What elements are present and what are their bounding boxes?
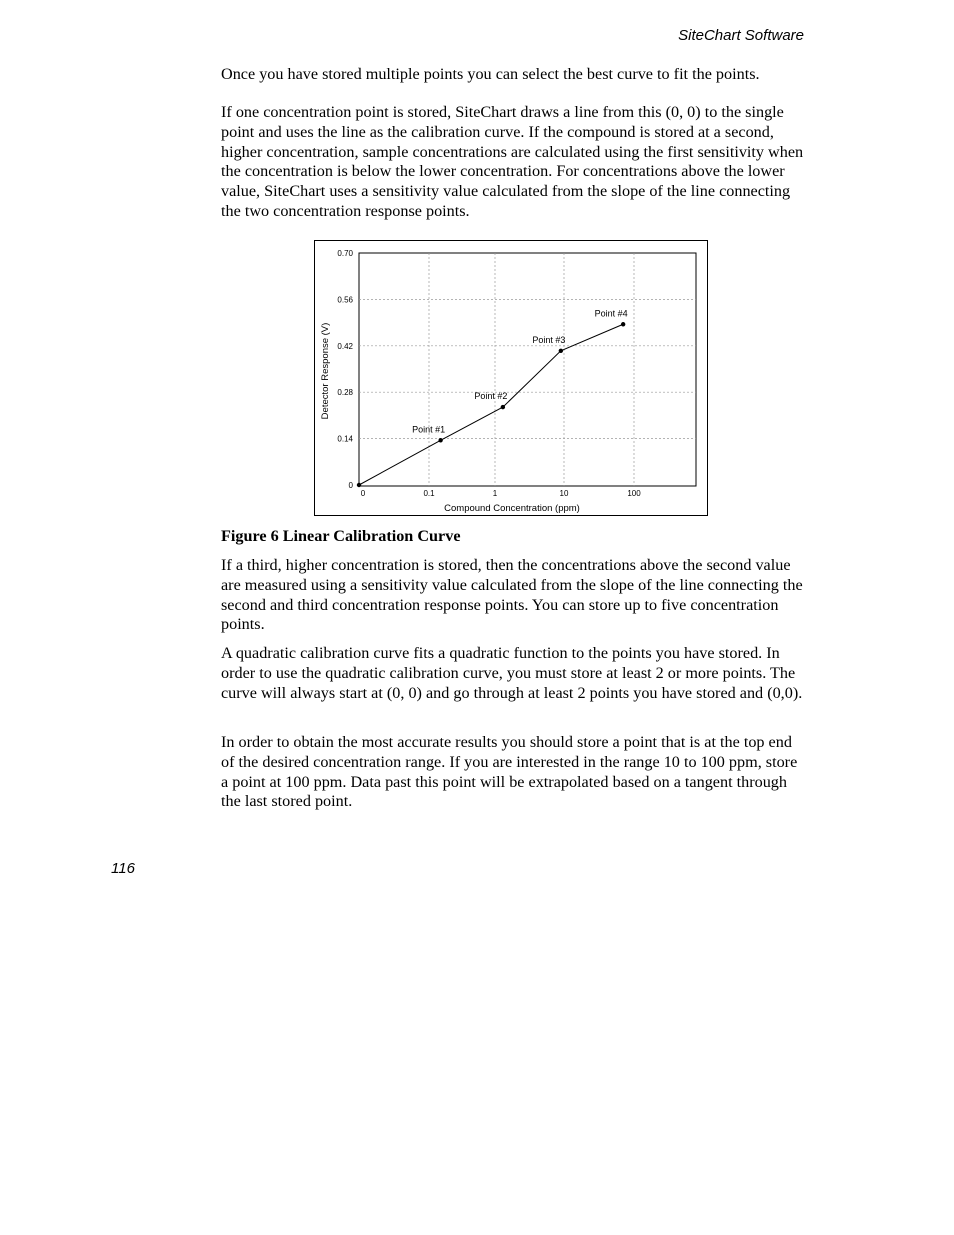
paragraph-accuracy: In order to obtain the most accurate results you should store a point that is at the top end of the desired concentration range. If you are interested in the range 10 to 100 ppm, store a point at 100 ppm. Data past this point will be extrapolated based on a tangent through the last stored point. xyxy=(221,733,798,811)
point-label: Point #2 xyxy=(474,391,508,402)
data-point xyxy=(621,322,625,326)
x-tick-label: 1 xyxy=(492,489,498,498)
y-tick-label: 0.56 xyxy=(337,295,353,305)
data-point xyxy=(559,349,563,353)
paragraph-quadratic: A quadratic calibration curve fits a quadratic function to the points you have stored. In order to use the quadratic calibration curve, you must store at least 2 or more points. The curve will always start at (0, 0) and go through at least 2 points you have stored and (0,0). xyxy=(221,644,803,702)
y-tick-label: 0.70 xyxy=(337,249,353,258)
running-header: SiteChart Software xyxy=(678,27,804,44)
y-tick-label: 0.14 xyxy=(337,434,353,444)
data-point xyxy=(501,405,505,409)
chart-svg xyxy=(315,241,709,517)
x-tick-label: 0.1 xyxy=(423,489,435,498)
y-axis-label: Detector Response (V) xyxy=(320,322,331,420)
page-number: 116 xyxy=(111,860,135,877)
data-point xyxy=(357,483,361,487)
point-label: Point #3 xyxy=(532,334,566,345)
y-tick-label: 0.42 xyxy=(337,341,353,351)
figure-caption: Figure 6 Linear Calibration Curve xyxy=(221,527,461,545)
x-tick-label: 0 xyxy=(360,489,366,498)
data-point xyxy=(438,438,442,442)
point-label: Point #4 xyxy=(594,308,628,319)
calibration-chart xyxy=(314,240,708,516)
x-tick-label: 10 xyxy=(559,489,569,498)
paragraph-single-point: If one concentration point is stored, SiteChart draws a line from this (0, 0) to the single point and uses the line as the calibration curve. If the compound is stored at a second, higher concentration, sample concentrations are calculated using the first sensitivity when the concentration is below the lower concentration. For concentrations above the lower value, SiteChart uses a sensitivity value calculated from the slope of the line connecting the two concentration response points. xyxy=(221,103,804,220)
plot-area-frame xyxy=(359,253,696,486)
point-label: Point #1 xyxy=(412,424,446,435)
paragraph-intro: Once you have stored multiple points you can select the best curve to fit the points. xyxy=(221,65,760,83)
y-tick-label: 0.28 xyxy=(337,388,353,398)
x-axis-label: Compound Concentration (ppm) xyxy=(444,503,580,514)
x-tick-label: 100 xyxy=(627,489,641,498)
paragraph-third-point: If a third, higher concentration is stored, then the concentrations above the second value are measured using a sensitivity value calculated from the slope of the line connecting the second and third concentration response points. You can store up to five concentration points. xyxy=(221,556,803,634)
y-tick-label: 0 xyxy=(348,481,353,490)
